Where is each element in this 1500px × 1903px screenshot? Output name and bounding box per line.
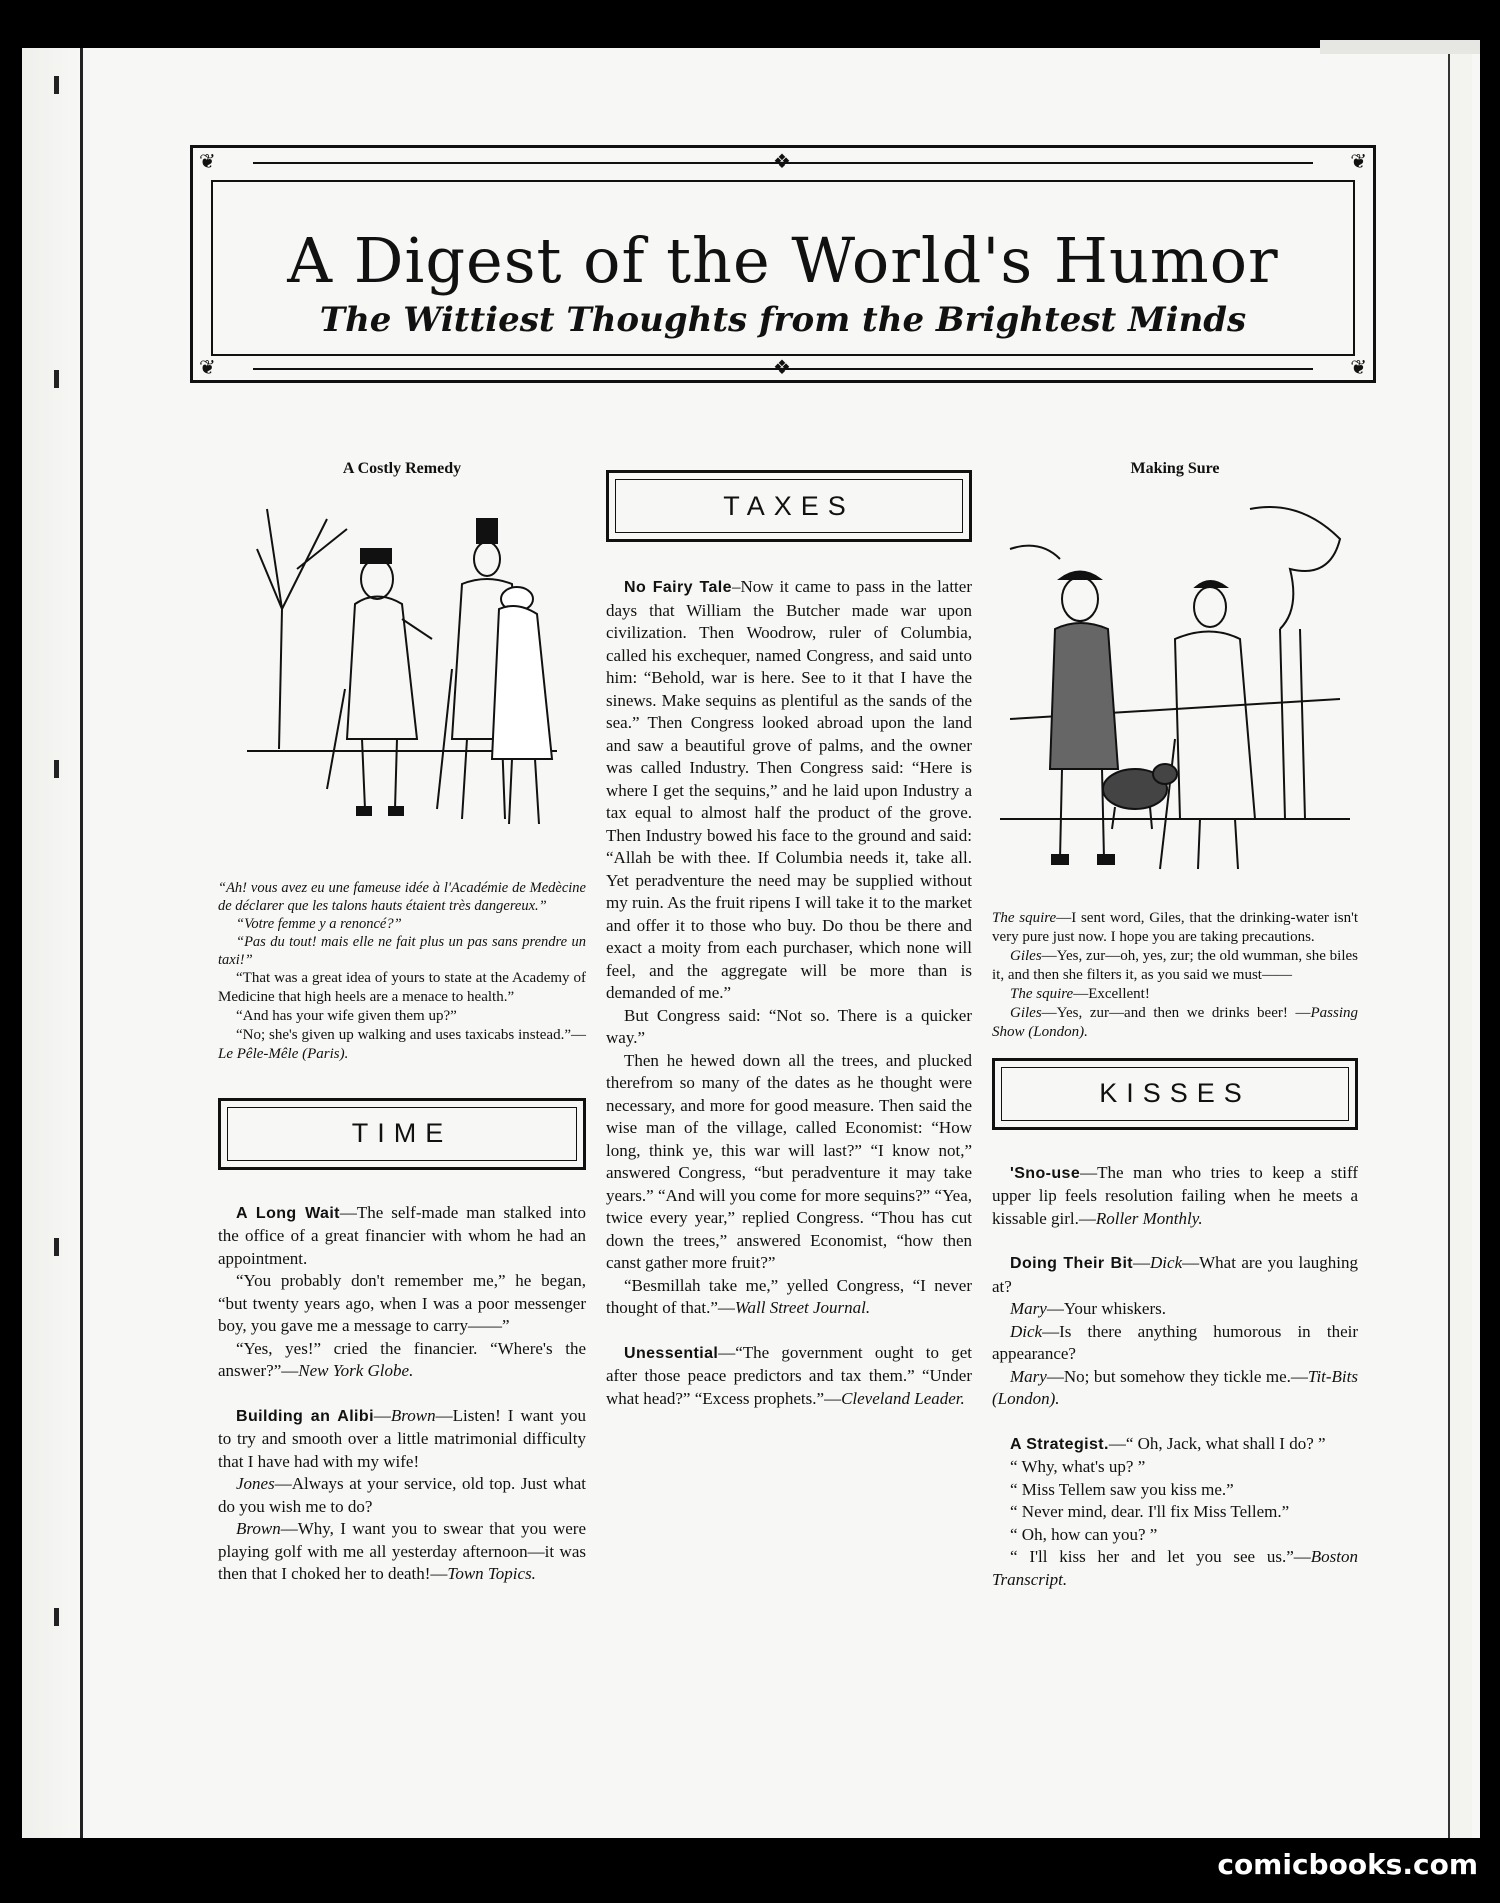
page-spine (22, 48, 83, 1838)
article-source: Wall Street Journal. (734, 1298, 871, 1317)
article-source: Roller Monthly. (1095, 1208, 1203, 1228)
section-heading-time: TIME (218, 1098, 586, 1170)
caption-french: “Pas du tout! mais elle ne fait plus un pas sans prendre un taxi!” (218, 933, 586, 968)
article-paragraph: Dick—Is there anything humorous in their appearance? (992, 1321, 1358, 1363)
article-title: No Fairy Tale (624, 579, 732, 596)
title-panel (190, 145, 1376, 383)
article-long-wait: A Long Wait—The self-made man stalked into the office of a great financier with whom he had an appointment. (218, 1202, 586, 1268)
page-title: A Digest of the World's Humor (287, 224, 1279, 297)
caption-english: “That was a great idea of yours to state at the Academy of Medicine that high heels are a menace to health.” (218, 969, 586, 1005)
article-source: New York Globe. (298, 1361, 414, 1380)
article-paragraph: “ Oh, how can you? ” (1010, 1524, 1158, 1544)
caption-french: “Votre femme y a renoncé?” (236, 915, 402, 932)
section-heading-taxes: TAXES (606, 470, 972, 542)
caption-source: Le Pêle-Mêle (Paris). (218, 1045, 349, 1062)
article-title: A Strategist. (1010, 1435, 1109, 1453)
caption-english: “No; she's given up walking and uses taxicabs instead.”—Le Pêle-Mêle (Paris). (218, 1026, 586, 1062)
ornament-icon: ❦ (199, 357, 216, 379)
article-paragraph: “ Miss Tellem saw you kiss me.” (1010, 1479, 1234, 1499)
binding-mark (54, 1238, 59, 1256)
article-paragraph: “You probably don't remember me,” he began, “but twenty years ago, when I was a poor messenger boy, you gave me a message to carry——” (218, 1271, 586, 1335)
article-paragraph: “ Why, what's up? ” (1010, 1457, 1146, 1476)
costly-remedy-cartoon (237, 489, 567, 869)
article-title: 'Sno-use (1010, 1164, 1081, 1182)
article-source: Boston Transcript. (992, 1547, 1358, 1589)
caption-dialogue: The squire—Excellent! (1010, 985, 1150, 1002)
making-sure-cartoon (1000, 489, 1350, 899)
binding-mark (54, 760, 59, 778)
article-paragraph: Then he hewed down all the trees, and plucked therefrom so many of the dates as he thought were necessary, and more for good measure. Then said the wise man of the village, called Economist: “How long, think ye, this war will last?” “I know not,” answered Congress, “but peradventure it may take years.” “And will you come for more sequins?” “Yea, twice every year,” replied Congress. “Thou has cut down the trees,” answered Economist, “how then canst gather more fruit?” (606, 1050, 972, 1272)
article-paragraph: Mary—Your whiskers. (1010, 1299, 1167, 1318)
column-left (218, 458, 586, 1586)
ornament-icon: ❖ (773, 151, 791, 173)
page-edge-top (1320, 40, 1480, 54)
article-title: Unessential (624, 1344, 719, 1362)
article-paragraph: Jones—Always at your service, old top. Just what do you wish me to do? (218, 1474, 586, 1516)
binding-mark (54, 370, 59, 388)
article-source: Cleveland Leader. (841, 1388, 965, 1408)
article-doing-bit: Doing Their Bit—Dick—What are you laughing at? (992, 1253, 1358, 1296)
cartoon-title: Making Sure (1130, 460, 1220, 477)
article-paragraph: But Congress said: “Not so. There is a quicker way.” (606, 1005, 972, 1047)
cartoon-title: A Costly Remedy (342, 460, 462, 477)
page-edge (1448, 48, 1472, 1838)
caption-source: Passing Show (London). (992, 1004, 1358, 1040)
caption-dialogue: Giles—Yes, zur—and then we drinks beer! —Passing Show (London). (992, 1004, 1358, 1040)
article-alibi: Building an Alibi—Brown—Listen! I want you to try and smooth over a little matrimonial difficulty that I have had with my wife! (218, 1405, 586, 1471)
article-fairy-tale: No Fairy Tale–Now it came to pass in the latter days that William the Butcher made war upon civilization. Then Woodrow, ruler of Columbia, called his exchequer, named Congress, and said unto him: “Behold, war is here. See to it that I have the sinews. Make sequins as plentiful as the sands of the sea.” Then Congress looked abroad upon the land and saw a beautiful grove of palms, and the owner was called Industry. Then Congress said: “Here is where I get the sequins,” and he laid upon Industry a tax equal to almost half the product of the grove. Then Industry bowed his face to the ground and said: “Allah be with thee. If Columbia needs it, take all. Yet peradventure the need may be supplied without my ruin. As the fruit ripens I will take it to the market and offer it to those who buy. Do thou be there and exact a moity from each purchaser, which none will feel, and the aggregate will be more than is demanded of me.” (606, 577, 972, 1002)
section-heading-kisses: KISSES (992, 1058, 1358, 1130)
caption-dialogue: Giles—Yes, zur—oh, yes, zur; the old wumman, she biles it, and then she filters it, as you said we must—— (992, 947, 1358, 983)
ornament-icon: ❦ (199, 151, 216, 173)
article-paragraph: “Yes, yes!” cried the financier. “Where's the answer?”—New York Globe. (218, 1338, 586, 1380)
article-unessential: Unessential—“The government ought to get after those peace predictors and tax them.” “Under what head?” “Excess prophets.”—Cleveland Leader. (606, 1342, 972, 1408)
ornament-icon: ❦ (1350, 151, 1367, 173)
caption-dialogue: The squire—I sent word, Giles, that the drinking-water isn't very pure just now. I hope you are taking precautions. (992, 909, 1358, 945)
ornament-icon: ❦ (1350, 357, 1367, 379)
article-title: Building an Alibi (236, 1407, 374, 1425)
article-paragraph: “ Never mind, dear. I'll fix Miss Tellem.” (1010, 1502, 1290, 1521)
article-paragraph: “ I'll kiss her and let you see us.”—Boston Transcript. (992, 1547, 1358, 1589)
caption-english: “And has your wife given them up?” (236, 1007, 457, 1024)
article-snouse: 'Sno-use—The man who tries to keep a stiff upper lip feels resolution failing when he meets a kissable girl.—Roller Monthly. (992, 1162, 1358, 1228)
caption-french: “Ah! vous avez eu une fameuse idée à l'Académie de Medècine de déclarer que les talons hauts étaient très dangereux.” (218, 879, 586, 914)
article-title: A Long Wait (236, 1204, 340, 1222)
column-right (992, 458, 1358, 1591)
article-paragraph: “Besmillah take me,” yelled Congress, “I never thought of that.”—Wall Street Journal. (606, 1275, 972, 1317)
article-source: Town Topics. (447, 1564, 536, 1583)
page-subtitle: The Wittiest Thoughts from the Brightest Minds (319, 300, 1247, 340)
article-paragraph: Mary—No; but somehow they tickle me.—Tit-Bits (London). (992, 1366, 1358, 1408)
binding-mark (54, 1608, 59, 1626)
column-middle (606, 470, 972, 1410)
article-title: Doing Their Bit (1010, 1255, 1134, 1272)
binding-mark (54, 76, 59, 94)
watermark: comicbooks.com (1217, 1848, 1478, 1881)
article-source: Tit-Bits (London). (992, 1366, 1358, 1408)
article-strategist: A Strategist.—“ Oh, Jack, what shall I do? ” (1010, 1433, 1326, 1453)
ornament-icon: ❖ (773, 357, 791, 379)
article-paragraph: Brown—Why, I want you to swear that you were playing golf with me all yesterday afternoon—it was then that I choked her to death!—Town Topics. (218, 1519, 586, 1583)
